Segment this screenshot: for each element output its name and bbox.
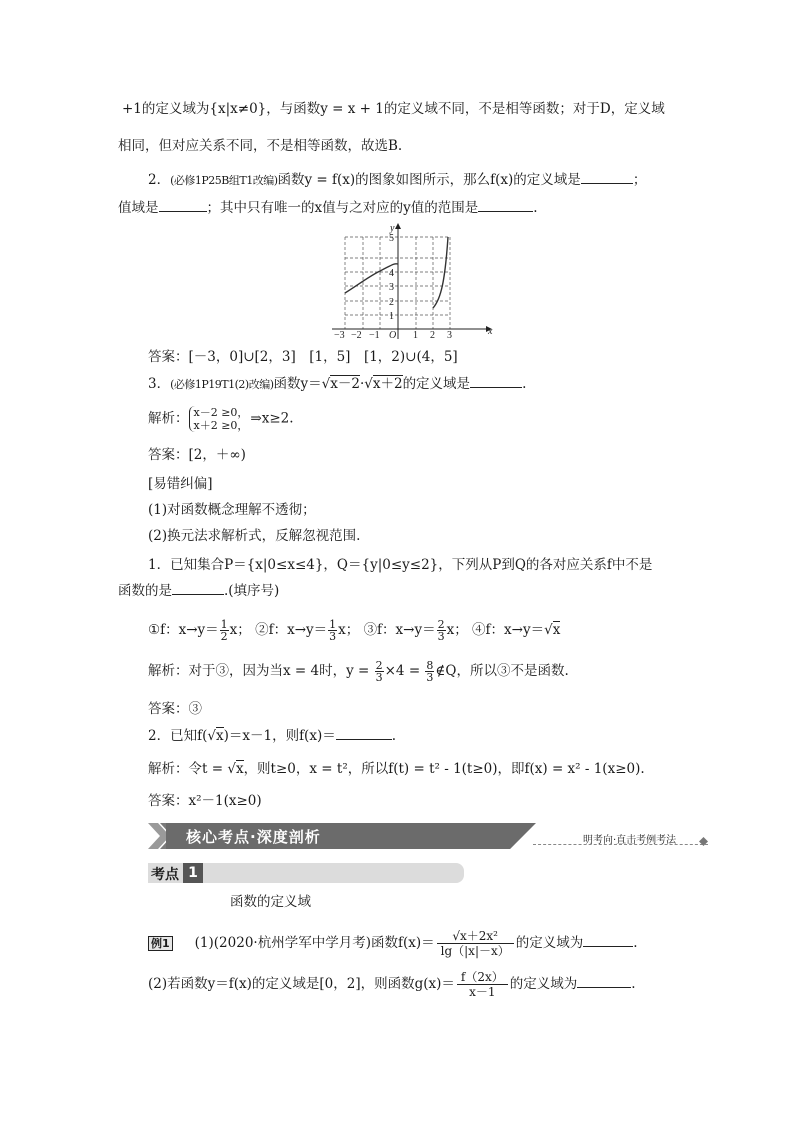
question-text: 值域是 [118,200,159,216]
diamond-icon [699,837,708,846]
question-3: 3．(必修1P19T1(2)改编)函数y＝√x－2·√x＋2的定义域是 . [148,376,527,392]
topic-title: 函数的定义域 [230,894,311,910]
y-tick: 3 [389,282,394,293]
fraction [437,619,446,642]
y-tick: 5 [389,233,394,244]
numerator: 2 [375,659,383,672]
question-text: . [633,935,638,951]
question-2 [148,171,646,190]
y-tick: 4 [389,268,394,279]
question-number: 2． [148,172,171,188]
analysis-result: ⇒x≥2. [250,410,294,427]
numerator: 1 [329,618,337,631]
x-tick: −2 [351,330,362,341]
question-number: 3． [148,376,171,392]
question-text: . [522,376,527,392]
numerator: 2 [437,618,445,631]
question-text: . [391,728,397,744]
x-tick: −1 [369,330,380,341]
y-axis-arrow-icon [395,223,401,229]
denominator: 3 [437,630,445,643]
topic-label: 考点 [151,867,179,883]
fraction [375,660,384,683]
sqrt-content: x＋2 [372,376,403,392]
question-text: · [359,376,365,392]
x-tick: 1 [413,330,418,341]
answer-blank [581,171,633,184]
answer-blank [336,727,392,740]
sqrt-content: x－2 [330,376,360,392]
question-text: . [631,976,636,992]
question-text: ； [632,172,647,188]
answer-blank [583,934,633,947]
answer-blank [577,975,631,988]
banner-title: 核心考点·深度剖析 [186,828,321,846]
analysis-text: ，则t≥0，x = t²，所以f(t) = t² - 1(t≥0)，即f(x) = x² - 1(x≥0). [243,761,645,777]
source-note: (必修1P25B组T1改编) [170,174,278,187]
y-tick: 1 [389,311,394,322]
numerator: f（2x） [457,970,508,985]
analysis-p2: 解析：令t = √x，则t≥0，x = t²，所以f(t) = t² - 1(t≥0)，即f(x) = x² - 1(x≥0). [148,761,645,777]
condition: x＋2 ≥0， [193,418,249,432]
fraction [425,660,434,683]
answer-2: 答案：[－3，0]∪[2，3] [1，5] [1，2)∪(4，5] [148,349,458,365]
fraction [220,619,229,642]
options-line: ①f：x→y＝ $\frac{1}{2}$ x； ②f：x→y＝ $\frac{1}{3}$ x； ③f：x→y＝ $\frac{2}{3}$ x； ④f：x→y＝√x [148,618,561,643]
answer-3: 答案：[2，＋∞) [148,447,246,463]
answer-blank [159,199,207,212]
denominator: 3 [375,671,383,684]
numerator: 8 [426,659,434,672]
option: ④f：x→y＝ [472,622,545,638]
topic-number: 1 [183,863,203,883]
analysis-text: ∉Q，所以③不是函数. [435,663,569,679]
question-text: 函数的是 [118,583,172,599]
x-tick: 3 [447,330,452,341]
fraction [457,970,508,999]
numerator: √x＋2x² [437,929,514,944]
option: ①f：x→y＝ [148,622,219,638]
option: x； [229,622,251,638]
y-tick: 2 [389,297,394,308]
function-graph [328,221,496,341]
analysis-label: 解析： [148,410,189,427]
answer-p1: 答案：③ [148,701,202,717]
y-axis-label: y [390,223,395,234]
question-text: ；其中只有唯一的x值与之对应的y值的范围是 [206,200,479,216]
fraction [437,929,514,958]
question-text: 函数y＝ [273,376,322,392]
section-heading: [易错纠偏] [148,476,213,492]
section-banner [148,823,708,849]
text-line: (2)换元法求解析式，反解忽视范围. [148,528,361,544]
example-1-part1 [148,926,638,960]
question-text: .(填序号) [224,583,280,599]
text-line: (1)对函数概念理解不透彻； [148,502,316,518]
analysis-text: 解析：令t = [148,761,228,777]
text-line: +1的定义域为{x|x≠0}，与函数y = x + 1的定义域不同，不是相等函数；对于D，定义域 [122,101,665,117]
origin-label: O [389,330,397,341]
denominator: 2 [220,630,228,643]
denominator: 3 [329,630,337,643]
x-tick: −3 [334,330,345,341]
curve-right [433,237,448,308]
option: x； [446,622,468,638]
question-text: . [533,200,538,216]
denominator: lg（|x|－x） [440,944,510,958]
question-text: 的定义域为 [509,976,578,992]
sqrt-content: x [235,761,244,777]
problem-2: 2．已知f(√x)＝x－1，则f(x)＝ . [148,728,397,744]
answer-blank [470,375,522,388]
banner-subtitle: 明考向·直击考例考法 [583,835,677,846]
sqrt-content: x [215,728,224,744]
option: x； [338,622,360,638]
example-1-part2 [148,967,636,1001]
question-text: 的定义域是 [402,376,471,392]
numerator: 1 [220,618,228,631]
analysis-p1 [148,658,569,684]
text-line: 相同，但对应关系不同，不是相等函数，故选B. [118,138,403,154]
fraction [328,619,337,642]
problem-1-line2 [118,582,279,600]
condition-brace [189,406,249,432]
question-2-line2 [118,199,538,217]
question-text: 的定义域为 [515,935,584,951]
sqrt-content: x [552,622,561,638]
analysis-text: 解析：对于③，因为当x = 4时，y = [148,663,374,679]
option: ③f：x→y＝ [363,622,436,638]
x-axis-label: x [488,326,493,337]
answer-blank [172,582,224,595]
problem-1: 1．已知集合P＝{x|0≤x≤4}，Q＝{y|0≤y≤2}，下列从P到Q的各对应关系f中不是 [148,557,653,573]
denominator: 3 [426,671,434,684]
example-tag: 例1 [148,936,173,951]
x-tick: 2 [430,330,435,341]
denominator: x－1 [469,985,496,999]
analysis-text: ×4 = [384,663,425,679]
answer-p2: 答案：x²－1(x≥0) [148,793,262,809]
question-text: 函数y = f(x)的图象如图所示，那么f(x)的定义域是 [277,172,581,188]
question-text: 2．已知f( [148,728,208,744]
question-text: (1)(2020·杭州学军中学月考)函数f(x)＝ [194,935,435,951]
option: ②f：x→y＝ [255,622,328,638]
source-note: (必修1P19T1(2)改编) [170,378,274,391]
question-text: (2)若函数y＝f(x)的定义域是[0，2]，则函数g(x)＝ [148,976,455,992]
analysis-3 [148,404,294,433]
condition: x－2 ≥0， [193,405,249,419]
answer-blank [478,199,533,212]
question-text: )＝x－1，则f(x)＝ [223,728,336,744]
